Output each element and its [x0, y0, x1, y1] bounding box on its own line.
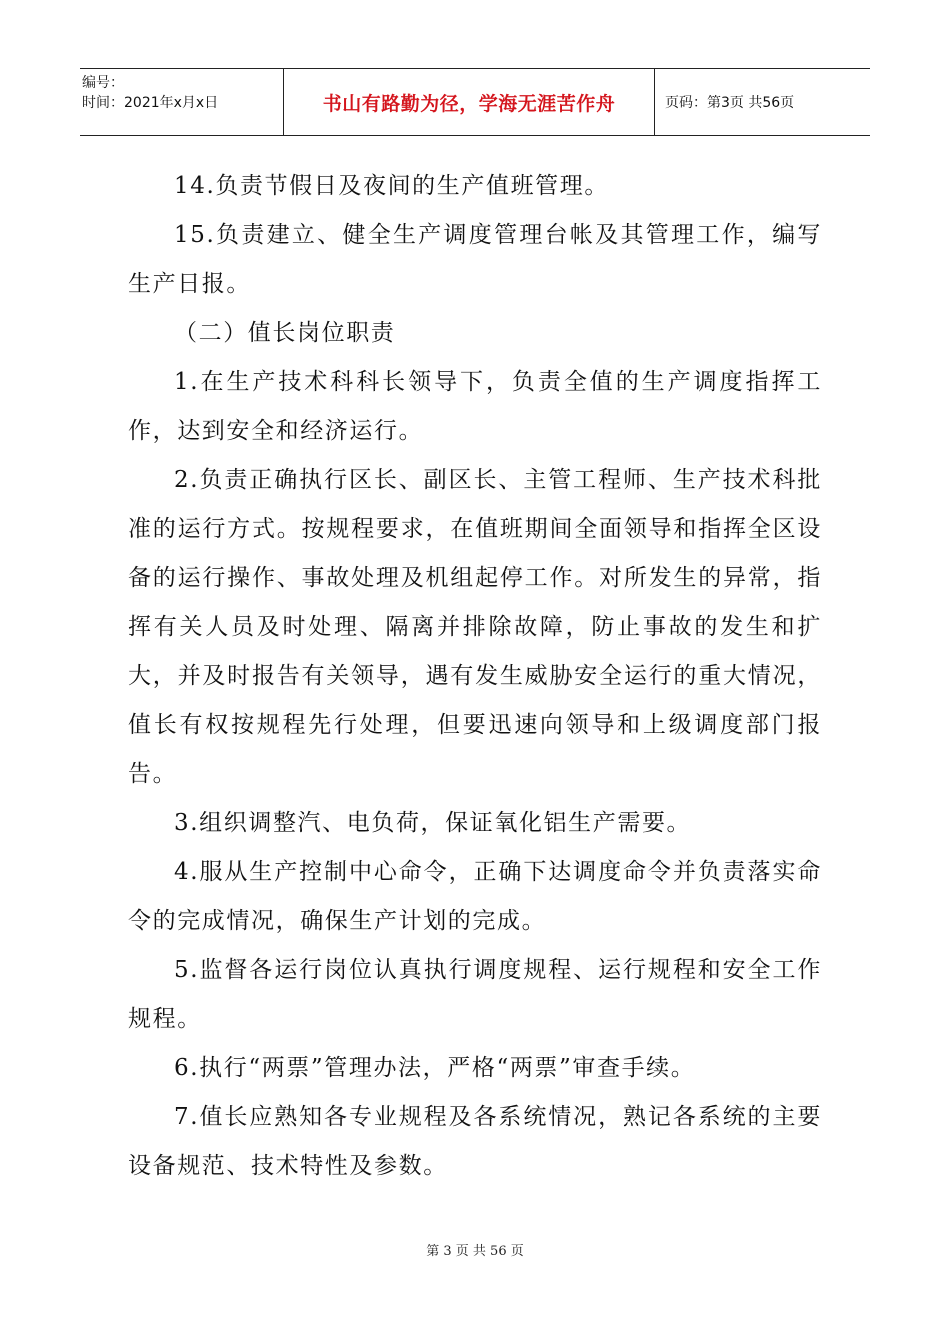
- page-header: [80, 68, 870, 136]
- document-code-label: 编号：: [82, 75, 124, 91]
- header-motto-cell: [283, 69, 655, 135]
- paragraph-1: 1.在生产技术科科长领导下，负责全值的生产调度指挥工作，达到安全和经济运行。: [128, 369, 822, 444]
- paragraph-3: 3.组织调整汽、电负荷，保证氧化铝生产需要。: [174, 810, 692, 836]
- document-date: 时间：2021年x月x日: [82, 95, 219, 111]
- paragraph-6: 6.执行“两票”管理办法，严格“两票”审查手续。: [174, 1055, 696, 1081]
- page-footer: 第 3 页 共 56 页: [426, 1244, 524, 1259]
- paragraph-2: 2.负责正确执行区长、副区长、主管工程师、生产技术科批准的运行方式。按规程要求，在值班期间全面领导和指挥全区设备的运行操作、事故处理及机组起停工作。对所发生的异常，指挥有关人员及时处理、隔离并排除故障，防止事故的发生和扩大，并及时报告有关领导，遇有发生威胁安全运行的重大情况，值长有权按规程先行处理，但要迅速向领导和上级调度部门报告。: [128, 467, 822, 787]
- paragraph-4: 4.服从生产控制中心命令，正确下达调度命令并负责落实命令的完成情况，确保生产计划的完成。: [128, 859, 822, 934]
- paragraph-14: 14.负责节假日及夜间的生产值班管理。: [174, 173, 609, 199]
- header-page-info: 页码：第3页 共56页: [665, 95, 795, 111]
- paragraph-5: 5.监督各运行岗位认真执行调度规程、运行规程和安全工作规程。: [128, 957, 822, 1032]
- paragraph-7: 7.值长应熟知各专业规程及各系统情况，熟记各系统的主要设备规范、技术特性及参数。: [128, 1104, 822, 1179]
- header-meta: [80, 69, 283, 135]
- header-page-info-cell: [655, 69, 870, 135]
- paragraph-15: 15.负责建立、健全生产调度管理台帐及其管理工作，编写生产日报。: [128, 222, 822, 297]
- header-motto: 书山有路勤为径，学海无涯苦作舟: [322, 92, 616, 115]
- section-heading-shift-leader: （二）值长岗位职责: [174, 320, 396, 346]
- document-body: [128, 162, 822, 1191]
